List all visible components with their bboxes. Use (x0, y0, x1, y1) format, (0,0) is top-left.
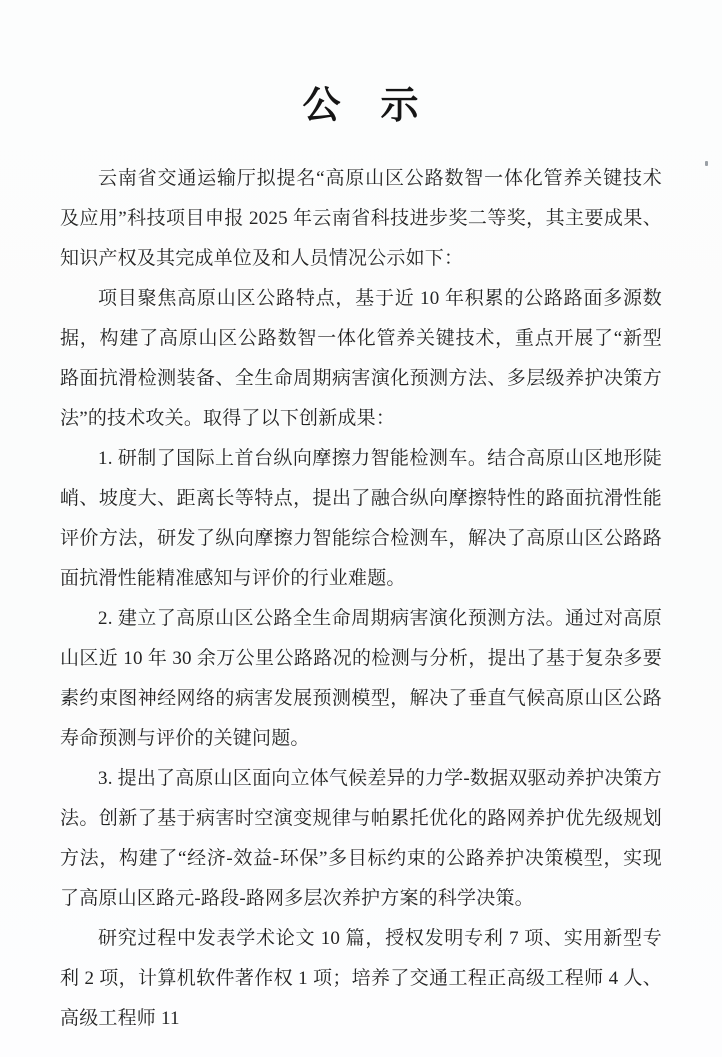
document-body (60, 83, 662, 1039)
paragraph-nomination: 云南省交通运输厅拟提名“高原山区公路数智一体化管养关键技术及应用”科技项目申报 2025 年云南省科技进步奖二等奖，其主要成果、知识产权及其完成单位及和人员情况公示如下： (60, 168, 662, 269)
paragraph-achievement-3: 3. 提出了高原山区面向立体气候差异的力学-数据双驱动养护决策方法。创新了基于病害时空演变规律与帕累托优化的路网养护优先级规划方法，构建了“经济-效益-环保”多目标约束的公路养护决策模型，实现了高原山区路元-路段-路网多层次养护方案的科学决策。 (60, 768, 662, 909)
document-title: 公 示 (302, 85, 420, 127)
paragraph-achievement-1: 1. 研制了国际上首台纵向摩擦力智能检测车。结合高原山区地形陡峭、坡度大、距离长等特点，提出了融合纵向摩擦特性的路面抗滑性能评价方法，研发了纵向摩擦力智能综合检测车，解决了高原山区公路路面抗滑性能精准感知与评价的行业难题。 (60, 448, 662, 589)
paragraph-project-overview: 项目聚焦高原山区公路特点，基于近 10 年积累的公路路面多源数据，构建了高原山区公路数智一体化管养关键技术，重点开展了“新型路面抗滑检测装备、全生命周期病害演化预测方法、多层级养护决策方法”的技术攻关。取得了以下创新成果： (60, 288, 662, 429)
scan-speck (705, 161, 708, 166)
paragraph-outcomes: 研究过程中发表学术论文 10 篇，授权发明专利 7 项、实用新型专利 2 项，计算机软件著作权 1 项；培养了交通工程正高级工程师 4 人、高级工程师 11 (60, 928, 662, 1029)
paragraph-achievement-2: 2. 建立了高原山区公路全生命周期病害演化预测方法。通过对高原山区近 10 年 30 余万公里公路路况的检测与分析，提出了基于复杂多要素约束图神经网络的病害发展预测模型，解决了垂直气候高原山区公路寿命预测与评价的关键问题。 (60, 608, 662, 749)
